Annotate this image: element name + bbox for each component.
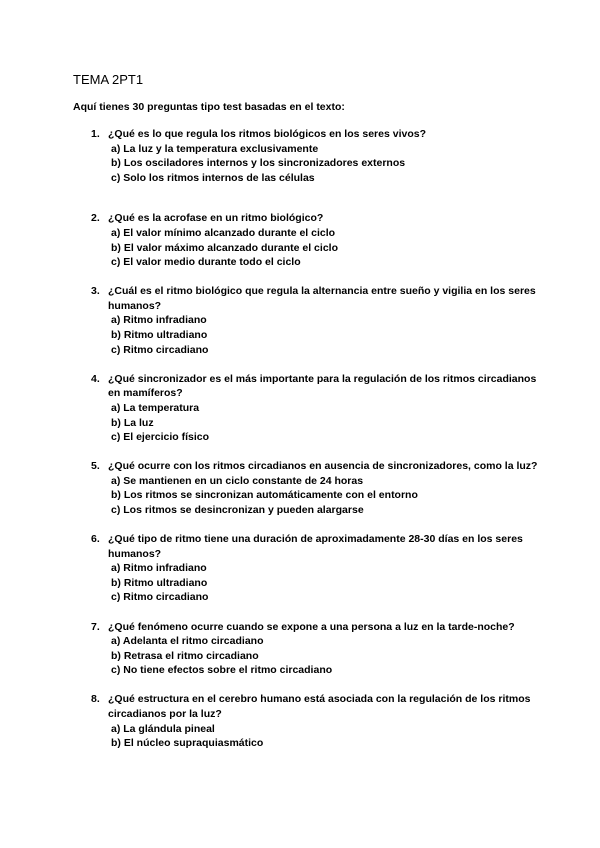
question-text: ¿Qué tipo de ritmo tiene una duración de aproximadamente 28-30 días en los seres humanos? (108, 533, 523, 560)
question-number: 1. (91, 128, 100, 140)
question-item (91, 459, 551, 517)
question-number: 2. (91, 212, 100, 225)
question-text: ¿Qué ocurre con los ritmos circadianos en ausencia de sincronizadores, como la luz? (108, 460, 538, 473)
question-item (91, 284, 551, 357)
answer-option: a) La glándula pineal (111, 722, 215, 735)
question-number: 6. (91, 533, 100, 546)
answer-option: a) La temperatura (111, 401, 200, 414)
question-number: 3. (91, 285, 100, 298)
question-text: ¿Qué es la acrofase en un ritmo biológico? (108, 212, 324, 225)
answer-option: c) Los ritmos se desincronizan y pueden alargarse (111, 503, 364, 516)
answer-option: b) La luz (111, 416, 154, 429)
answer-option: b) El núcleo supraquiasmático (111, 737, 264, 750)
answer-option: a) La luz y la temperatura exclusivamente (111, 142, 319, 155)
answer-option: b) Los ritmos se sincronizan automáticamente con el entorno (111, 489, 418, 502)
intro-text: Aquí tienes 30 preguntas tipo test basadas en el texto: (73, 101, 345, 113)
question-item (91, 372, 551, 445)
answer-option: a) Ritmo infradiano (111, 562, 207, 575)
answer-option: b) El valor máximo alcanzado durante el ciclo (111, 241, 338, 254)
answer-option: a) Ritmo infradiano (111, 314, 207, 327)
answer-option: a) El valor mínimo alcanzado durante el ciclo (111, 226, 336, 239)
answer-option: b) Ritmo ultradiano (111, 329, 208, 342)
question-text: ¿Qué es lo que regula los ritmos biológicos en los seres vivos? (108, 128, 427, 140)
question-text: ¿Qué sincronizador es el más importante para la regulación de los ritmos circadianos en mamíferos? (108, 372, 537, 400)
question-number: 5. (91, 460, 100, 473)
question-text: ¿Qué estructura en el cerebro humano está asociada con la regulación de los ritmos circadianos por la luz? (108, 693, 531, 720)
answer-option: c) El ejercicio físico (111, 431, 210, 444)
question-list (91, 127, 551, 765)
document-title: TEMA 2PT1 (73, 72, 144, 87)
question-item (91, 127, 551, 185)
answer-option: b) Ritmo ultradiano (111, 576, 208, 589)
question-item (91, 532, 551, 605)
question-number: 7. (91, 620, 100, 633)
question-item (91, 692, 551, 750)
answer-option: c) El valor medio durante todo el ciclo (111, 256, 301, 269)
answer-option: b) Retrasa el ritmo circadiano (111, 649, 259, 662)
question-number: 8. (91, 693, 100, 706)
answer-option: a) Adelanta el ritmo circadiano (111, 635, 264, 648)
answer-option: b) Los osciladores internos y los sincronizadores externos (111, 157, 406, 170)
answer-option: c) Ritmo circadiano (111, 591, 209, 604)
question-text: ¿Cuál es el ritmo biológico que regula la alternancia entre sueño y vigilia en los seres humanos? (108, 285, 536, 312)
question-number: 4. (91, 372, 100, 385)
question-item (91, 211, 551, 269)
question-item (91, 620, 551, 678)
answer-option: c) Ritmo circadiano (111, 343, 209, 356)
answer-option: c) No tiene efectos sobre el ritmo circadiano (111, 664, 333, 677)
question-text: ¿Qué fenómeno ocurre cuando se expone a una persona a luz en la tarde-noche? (108, 620, 515, 633)
answer-option: c) Solo los ritmos internos de las células (111, 171, 315, 184)
answer-option: a) Se mantienen en un ciclo constante de 24 horas (111, 474, 364, 487)
